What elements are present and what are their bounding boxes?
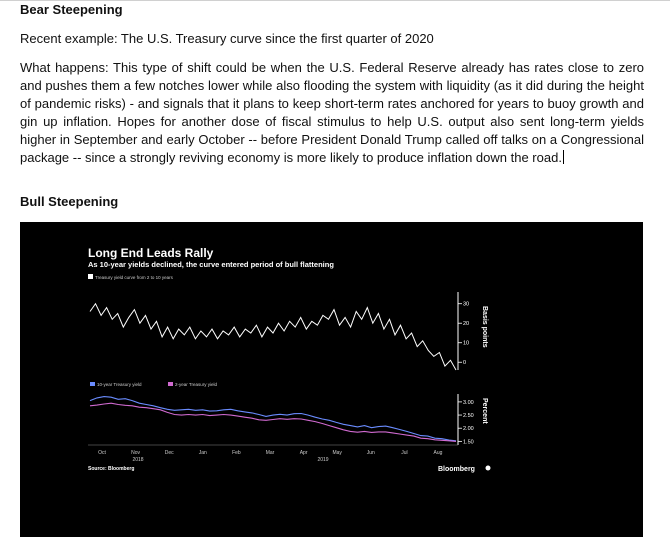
- chart-subtitle: As 10-year yields declined, the curve entered period of bull flattening: [88, 260, 334, 269]
- chart-image: [20, 222, 643, 537]
- recent-example-paragraph[interactable]: Recent example: The U.S. Treasury curve since the first quarter of 2020: [20, 31, 434, 46]
- bottom-tick-label: 2.50: [463, 413, 474, 420]
- x-tick-label: Jul: [401, 450, 408, 456]
- x-tick-label: May: [332, 450, 342, 456]
- top-panel-ticks: [458, 302, 469, 367]
- x-tick-label: Jun: [366, 450, 375, 456]
- legend-label-10y: 10-year Treasury yield: [97, 382, 142, 387]
- series-line-2y: [90, 403, 456, 441]
- legend-label-2y: 2-year Treasury yield: [175, 382, 218, 387]
- top-tick-label: 10: [463, 340, 470, 347]
- x-tick-label: Nov: [131, 450, 141, 456]
- top-tick-label: 20: [463, 321, 470, 328]
- chart-svg: [20, 222, 643, 537]
- top-tick-label: 30: [463, 301, 470, 308]
- x-tick-label: Aug: [433, 450, 443, 456]
- text-cursor: [563, 150, 564, 164]
- top-tick-label: 0: [463, 360, 467, 367]
- bloomberg-logo-mark: [486, 466, 491, 471]
- what-happens-paragraph[interactable]: [20, 59, 644, 167]
- heading-bull-steepening: Bull Steepening: [20, 194, 119, 209]
- bottom-tick-label: 3.00: [463, 399, 474, 406]
- legend-swatch-10y: [90, 382, 95, 386]
- legend-swatch-curve: [88, 274, 93, 279]
- page-top-rule: [0, 0, 670, 1]
- bottom-panel-ylabel: Percent: [481, 398, 488, 424]
- x-year-2019: 2019: [317, 457, 329, 463]
- chart-source: Source: Bloomberg: [88, 466, 135, 472]
- x-year-2018: 2018: [132, 457, 144, 463]
- chart-title: Long End Leads Rally: [88, 246, 214, 260]
- bottom-tick-label: 1.50: [463, 439, 474, 446]
- x-tick-label: Mar: [265, 450, 275, 456]
- series-line-curve: [90, 304, 456, 370]
- top-panel-ylabel: Basis points: [481, 306, 488, 348]
- bottom-panel-ticks: [458, 400, 474, 445]
- x-axis-ticks: [98, 450, 443, 456]
- what-happens-text[interactable]: What happens: This type of shift could be when the U.S. Federal Reserve already has rates close to zero and pushes them a few notches lower while also flooding the system with liquidity (as it did during the height of pandemic risks) - and signals that it plans to keep short-term rates anchored for years to buoy growth and gin up inflation. Hopes for another dose of fiscal stimulus to help U.S. output also sent long-term yields higher in September and early October -- before President Donald Trump called off talks on a Congressional package -- since a strongly reviving economy is more likely to produce inflation down the road.: [20, 60, 644, 165]
- legend-swatch-2y: [168, 382, 173, 386]
- x-tick-label: Apr: [299, 450, 308, 456]
- x-tick-label: Oct: [98, 450, 106, 456]
- x-tick-label: Jan: [198, 450, 207, 456]
- x-tick-label: Dec: [164, 450, 174, 456]
- bottom-tick-label: 2.00: [463, 426, 474, 433]
- legend-label-curve: Treasury yield curve from 2 to 10 years: [95, 275, 173, 280]
- bloomberg-logo: Bloomberg: [438, 466, 475, 473]
- heading-bear-steepening: Bear Steepening: [20, 2, 123, 17]
- x-tick-label: Feb: [232, 450, 241, 456]
